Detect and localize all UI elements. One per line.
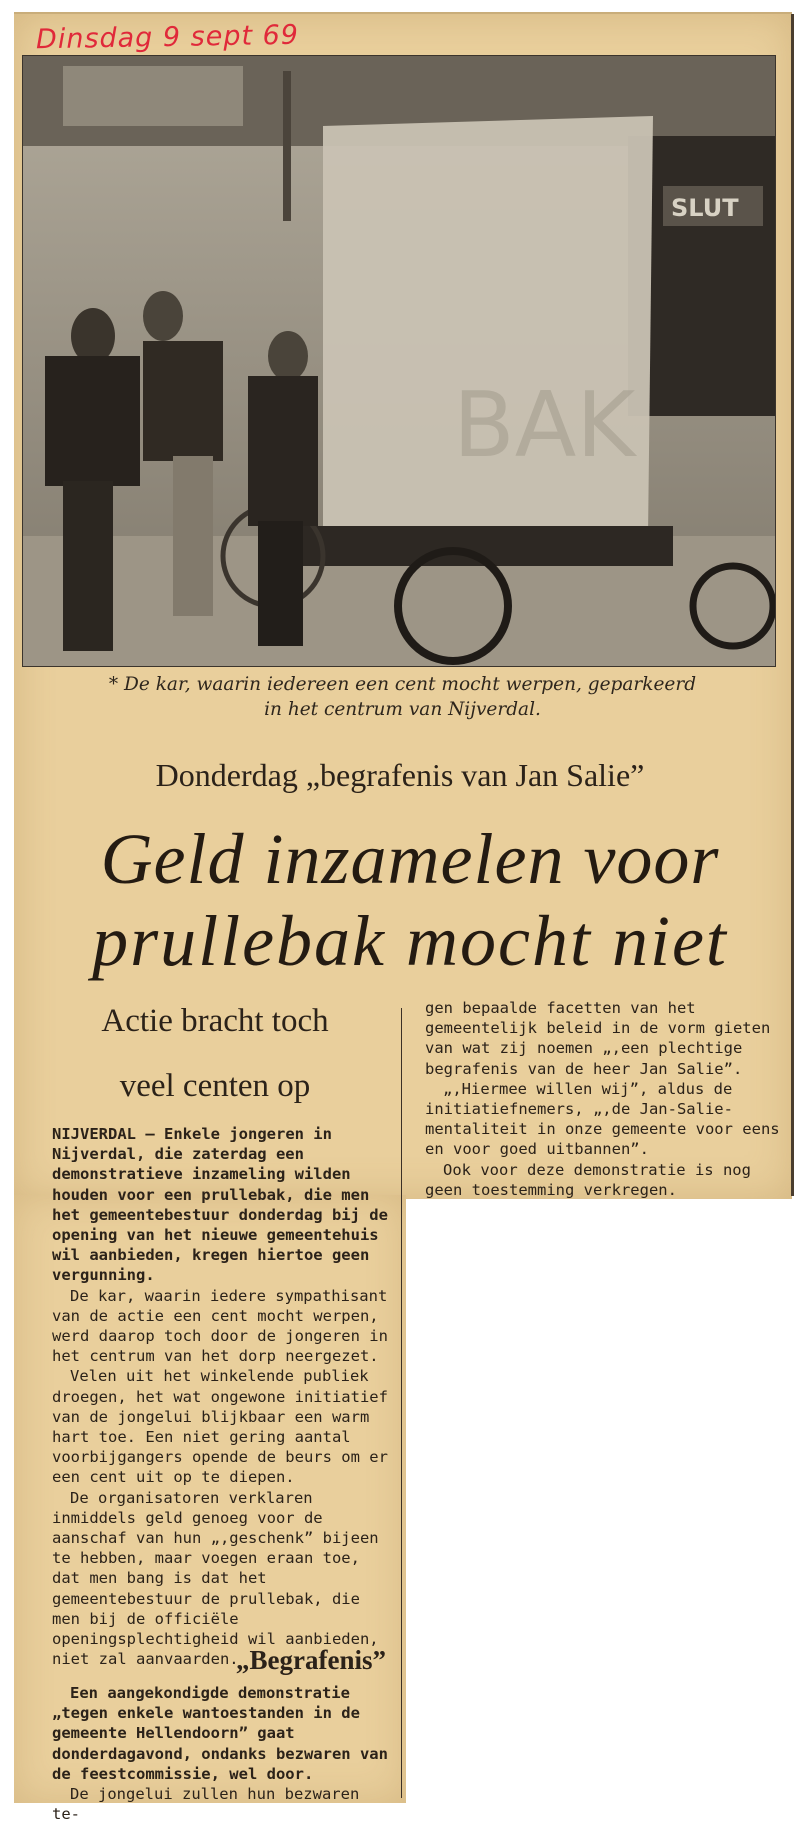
handwritten-date: Dinsdag 9 sept 69 xyxy=(35,19,300,56)
main-headline xyxy=(60,818,760,982)
article-lead xyxy=(52,1124,395,1286)
caption-line-1: * De kar, waarin iedereen een cent mocht werpen, geparkeerd xyxy=(108,674,697,695)
paragraph: „,Hiermee willen wij”, aldus de initiatiefnemers, „,de Jan-Salie-mentaliteit in onze gemeente voor eens en voor goed uitbannen”. xyxy=(425,1079,780,1159)
dateline: NIJVERDAL — xyxy=(52,1125,155,1143)
paragraph: gen bepaalde facetten van het gemeentelijk beleid in de vorm gieten van wat zij noemen „,een plechtige begrafenis van de heer Jan Salie”. xyxy=(425,999,771,1078)
article-column-right xyxy=(425,998,787,1200)
paragraph: Een aangekondigde demonstratie „tegen enkele wantoestanden in de gemeente Hellendoorn” gaat donderdagavond, ondanks bezwaren van de feestcommissie, wel door. xyxy=(52,1684,388,1783)
paragraph: De organisatoren verklaren inmiddels geld genoeg voor de aanschaf van hun „,geschenk” bijeen te hebben, maar voegen eraan toe, dat men bang is dat het gemeentebestuur de prullebak, die men bij de officiële openingsplechtigheid wil aanbieden, niet zal aanvaarden. xyxy=(52,1488,379,1669)
column-rule xyxy=(401,1008,402,1798)
photo-caption xyxy=(30,672,775,722)
cart-letters: BAK xyxy=(453,373,636,478)
paragraph: De kar, waarin iedere sympathisant van de actie een cent mocht werpen, werd daarop toch door de jongeren in het centrum van het dorp neergezet. xyxy=(52,1286,388,1366)
caption-line-2: in het centrum van Nijverdal. xyxy=(264,699,541,720)
headline-line-1: Geld inzamelen voor xyxy=(100,819,720,899)
lead-text: Enkele jongeren in Nijverdal, die zaterdag een demonstratieve inzameling wilden houden voor een prullebak, die men het gemeentebestuur donderdag bij de opening van het nieuwe gemeentehuis wil aanbieden, kregen hiertoe geen vergunning. xyxy=(52,1125,388,1285)
paragraph: Velen uit het winkelende publiek droegen, het wat ongewone initiatief van de jongelui blijkbaar een warm hart toe. Een niet gering aantal voorbijgangers opende de beurs om er een cent uit op te diepen. xyxy=(52,1367,388,1487)
subhead-line-2: veel centen op xyxy=(119,1068,311,1104)
kicker-headline: Donderdag „begrafenis van Jan Salie” xyxy=(155,757,645,793)
section-heading: „Begrafenis” xyxy=(236,1645,386,1675)
news-photo xyxy=(22,55,776,667)
headline-line-2: prullebak mocht niet xyxy=(92,901,728,981)
paragraph: Ook voor deze demonstratie is nog geen toestemming verkregen. xyxy=(425,1160,751,1199)
clipping-edge xyxy=(791,14,794,1196)
shop-sign: SLUT xyxy=(671,194,739,222)
article-column-left xyxy=(52,1124,395,1669)
subhead-line-1: Actie bracht toch xyxy=(101,1003,329,1039)
paragraph: De jongelui zullen hun bezwaren te- xyxy=(52,1785,360,1824)
article-column-left-continued xyxy=(52,1683,395,1824)
